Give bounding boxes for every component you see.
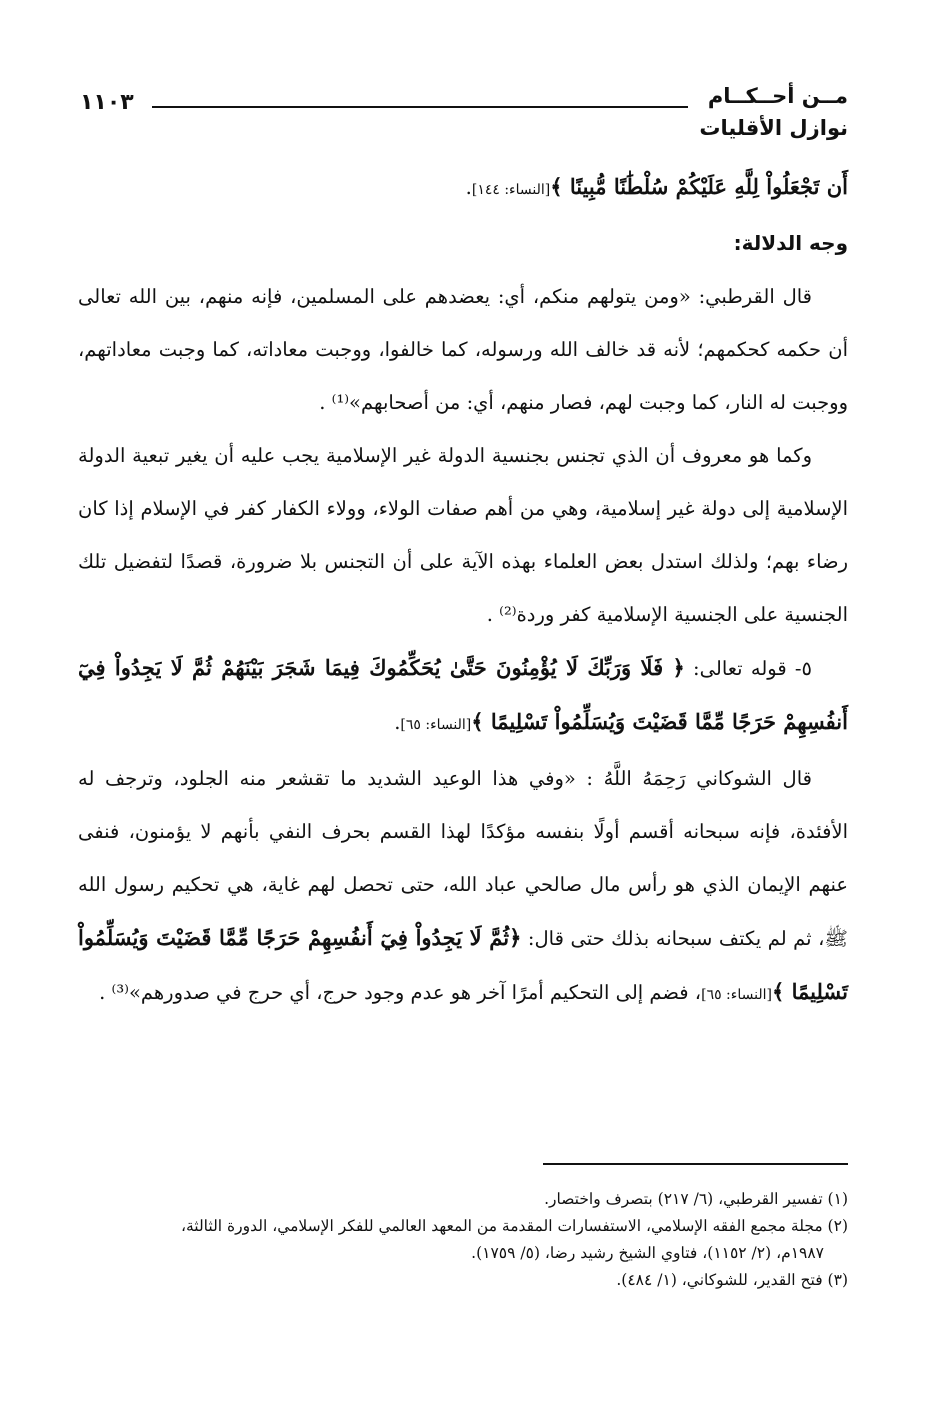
paragraph-4: [78, 429, 848, 641]
book-title-line1: مــن أحــكــام: [707, 84, 848, 108]
footnote-2-continued: ١٩٨٧م، (٢/ ١١٥٢)، فتاوي الشيخ رشيد رضا، (٥/ ١٧٥٩).: [471, 1244, 824, 1262]
text-run: وجه الدلالة:: [733, 231, 848, 255]
text-run: .: [465, 176, 472, 199]
footnote-3: (٣) فتح القدير، للشوكاني، (١/ ٤٨٤).: [616, 1271, 848, 1289]
footnote-1: (١) تفسير القرطبي، (٦/ ٢١٧) بتصرف واختصار.: [544, 1190, 848, 1208]
text-run: ، فضم إلى التحكيم أمرًا آخر هو عدم وجود حرج، أي حرج في صدورهم»⁽³⁾ .: [99, 981, 702, 1004]
footnotes: [80, 1186, 848, 1294]
text-run: قال القرطبي: «ومن يتولهم منكم، أي: يعضدهم على المسلمين، فإنه منهم، بين الله تعالى أن حكمه كحكمهم؛ لأنه قد خالف الله ورسوله، كما خالفوا، ووجبت معاداته، كما وجبت معاداتهم، ووجبت له النار، كما وجبت لهم، فصار منهم، أي: من أصحابهم»⁽¹⁾ .: [78, 285, 848, 414]
text-run: ﴿ثُمَّ لَا يَجِدُواْ فِيٓ أَنفُسِهِمْ حَرَجًا مِّمَّا قَضَيْتَ وَيُسَلِّمُواْ تَسْلِيمًا ﴾: [78, 925, 848, 1004]
page-header: [80, 80, 848, 150]
text-run: وكما هو معروف أن الذي تجنس بجنسية الدولة غير الإسلامية يجب عليه أن يغير تبعية الدولة الإسلامية إلى دولة غير إسلامية، وهي من أهم صفات الولاء، وولاء الكفار كفر في الإسلام إذا كان رضاء بهم؛ ولذلك استدل بعض العلماء بهذه الآية على أن التجنس بلا ضرورة، قصدًا لتفضيل تلك الجنسية على الجنسية الإسلامية كفر وردة⁽²⁾ .: [78, 444, 848, 626]
page-number: ١١٠٣: [80, 90, 134, 115]
paragraph-3: [78, 270, 848, 429]
text-run: .: [394, 711, 401, 734]
text-run: قال الشوكاني رَحِمَهُ اللَّهُ : «وفي هذا الوعيد الشديد ما تقشعر منه الجلود، وترجف له الأفئدة، فإنه سبحانه أقسم أولًا بنفسه مؤكدًا لهذا القسم بحرف النفي بأنهم لا يؤمنون، فنفى عنهم الإيمان الذي هو رأس مال صالحي عباد الله، حتى تحصل لهم غاية، هي تحكيم رسول الله ﷺ، ثم لم يكتف سبحانه بذلك حتى قال:: [78, 767, 848, 950]
text-run: [النساء: ١٤٤]: [471, 182, 551, 198]
paragraph-5: [78, 641, 848, 752]
text-run: أَن تَجْعَلُواْ لِلَّهِ عَلَيْكُمْ سُلْطَٰنًا مُّبِينًا ﴾: [550, 174, 848, 199]
text-run: ٥- قوله تعالى:: [684, 657, 812, 680]
body-text: [78, 160, 848, 1022]
text-run: [النساء: ٦٥]: [701, 987, 772, 1003]
header-rule: [152, 106, 688, 108]
book-title-line2: نوازل الأقليات: [699, 116, 848, 140]
footnote-2: (٢) مجلة مجمع الفقه الإسلامي، الاستفسارات المقدمة من المعهد العالمي للفكر الإسلامي، الدورة الثالثة،: [180, 1217, 848, 1235]
text-run: [النساء: ٦٥]: [400, 717, 472, 733]
paragraph-1: [78, 160, 848, 217]
text-run: ﴿ فَلَا وَرَبِّكَ لَا يُؤْمِنُونَ حَتَّىٰ يُحَكِّمُوكَ فِيمَا شَجَرَ بَيْنَهُمْ ثُمَّ لَا يَجِدُواْ فِيٓ أَنفُسِهِمْ حَرَجًا مِّمَّا قَضَيْتَ وَيُسَلِّمُواْ تَسْلِيمًا ﴾: [78, 655, 848, 734]
paragraph-2: [78, 217, 848, 270]
book-title: [699, 80, 848, 144]
footnote-separator: [543, 1163, 848, 1165]
paragraph-6: [78, 752, 848, 1022]
